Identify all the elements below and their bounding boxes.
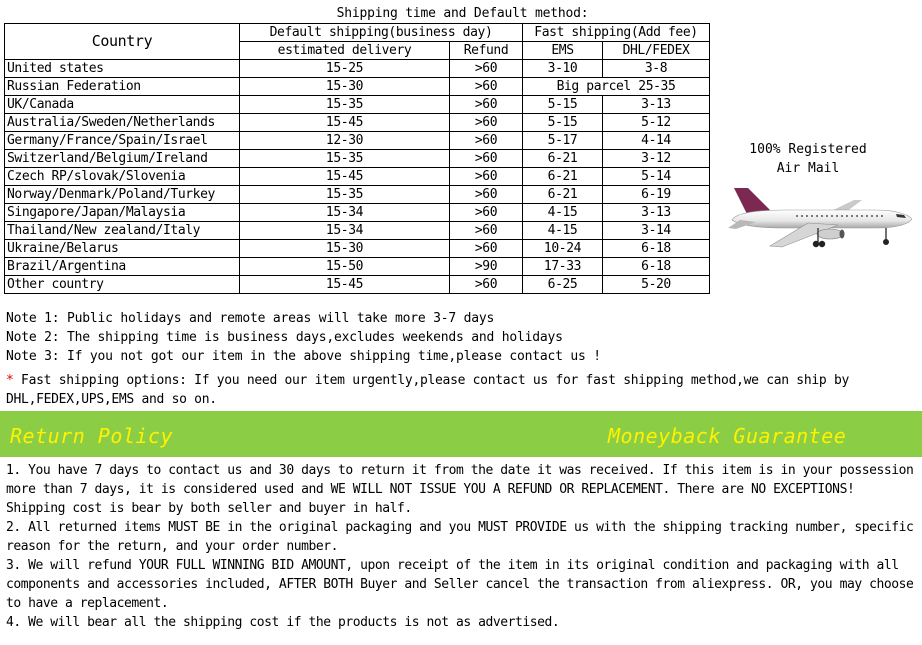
country-cell: Brazil/Argentina <box>5 258 240 276</box>
country-cell: Ukraine/Belarus <box>5 240 240 258</box>
ems-cell: 6-21 <box>523 186 603 204</box>
country-cell: Germany/France/Spain/Israel <box>5 132 240 150</box>
table-row <box>5 78 710 96</box>
table-row <box>5 186 710 204</box>
delivery-cell: 15-50 <box>240 258 450 276</box>
refund-cell: >60 <box>450 186 523 204</box>
policy-item: 4. We will bear all the shipping cost if the products is not as advertised. <box>6 615 560 630</box>
delivery-cell: 15-45 <box>240 114 450 132</box>
return-policy-banner <box>0 411 922 457</box>
country-cell: Thailand/New zealand/Italy <box>5 222 240 240</box>
refund-cell: >60 <box>450 276 523 294</box>
ems-cell: 3-10 <box>523 60 603 78</box>
table-row <box>5 168 710 186</box>
country-cell: Switzerland/Belgium/Ireland <box>5 150 240 168</box>
policy-item: 1. You have 7 days to contact us and 30 days to return it from the date it was received. If this item is in your possession more than 7 days, it is considered used and WE WILL NOT ISSUE YOU A REFUND OR REPLACEMENT. There are NO EXCEPTIONS! Shipping cost is bear by both seller and buyer in half. <box>6 463 914 516</box>
refund-cell: >60 <box>450 60 523 78</box>
default-shipping-header: Default shipping(business day) <box>240 24 523 42</box>
delivery-cell: 15-35 <box>240 150 450 168</box>
table-caption: Shipping time and Default method: <box>336 6 589 21</box>
delivery-cell: 15-30 <box>240 240 450 258</box>
ems-cell: 5-15 <box>523 114 603 132</box>
delivery-cell: 15-35 <box>240 96 450 114</box>
delivery-cell: 15-34 <box>240 204 450 222</box>
fast-shipping-header: Fast shipping(Add fee) <box>523 24 710 42</box>
country-cell: Other country <box>5 276 240 294</box>
ems-cell: 4-15 <box>523 222 603 240</box>
table-row <box>5 240 710 258</box>
dhl-cell: 5-12 <box>603 114 710 132</box>
dhl-cell: 3-13 <box>603 204 710 222</box>
dhl-cell: 4-14 <box>603 132 710 150</box>
dhl-cell: 3-14 <box>603 222 710 240</box>
table-row <box>5 276 710 294</box>
delivery-cell: 12-30 <box>240 132 450 150</box>
notes-block <box>6 309 601 366</box>
delivery-cell: 15-30 <box>240 78 450 96</box>
table-row <box>5 60 710 78</box>
country-cell: United states <box>5 60 240 78</box>
table-row <box>5 258 710 276</box>
note-item: Note 2: The shipping time is business days,excludes weekends and holidays <box>6 330 563 345</box>
ems-cell: 6-21 <box>523 168 603 186</box>
policy-item: 3. We will refund YOUR FULL WINNING BID AMOUNT, upon receipt of the item in its original condition and packaging with all components and accessories included, AFTER BOTH Buyer and Seller cancel the transaction from aliexpress. OR, you may choose to have a replacement. <box>6 558 914 611</box>
table-header-row <box>5 24 710 42</box>
dhl-fedex-header: DHL/FEDEX <box>603 42 710 60</box>
refund-header: Refund <box>450 42 523 60</box>
ems-cell: 5-17 <box>523 132 603 150</box>
delivery-cell: 15-45 <box>240 168 450 186</box>
refund-cell: >60 <box>450 222 523 240</box>
refund-cell: >60 <box>450 168 523 186</box>
country-cell: UK/Canada <box>5 96 240 114</box>
table-row <box>5 132 710 150</box>
delivery-cell: 15-35 <box>240 186 450 204</box>
refund-cell: >60 <box>450 132 523 150</box>
table-row <box>5 114 710 132</box>
note-item: Note 3: If you not got our item in the above shipping time,please contact us ! <box>6 349 601 364</box>
ems-cell: 17-33 <box>523 258 603 276</box>
dhl-cell: 6-18 <box>603 240 710 258</box>
dhl-cell: 6-18 <box>603 258 710 276</box>
country-cell: Australia/Sweden/Netherlands <box>5 114 240 132</box>
dhl-cell: 5-14 <box>603 168 710 186</box>
refund-cell: >60 <box>450 240 523 258</box>
dhl-cell: 5-20 <box>603 276 710 294</box>
note-item: Note 1: Public holidays and remote areas will take more 3-7 days <box>6 311 495 326</box>
moneyback-guarantee-title: Moneyback Guarantee <box>608 424 847 448</box>
refund-cell: >60 <box>450 150 523 168</box>
refund-cell: >60 <box>450 78 523 96</box>
ems-header: EMS <box>523 42 603 60</box>
country-cell: Singapore/Japan/Malaysia <box>5 204 240 222</box>
country-header: Country <box>5 24 240 60</box>
country-cell: Czech RP/slovak/Slovenia <box>5 168 240 186</box>
ems-cell: 10-24 <box>523 240 603 258</box>
country-cell: Norway/Denmark/Poland/Turkey <box>5 186 240 204</box>
policy-item: 2. All returned items MUST BE in the original packaging and you MUST PROVIDE us with the shipping tracking number, specific reason for the return, and your order number. <box>6 520 914 554</box>
fast-shipping-options <box>6 371 916 409</box>
ems-cell: 4-15 <box>523 204 603 222</box>
table-row <box>5 222 710 240</box>
airplane-icon <box>726 180 916 252</box>
ems-cell: 5-15 <box>523 96 603 114</box>
table-row <box>5 96 710 114</box>
refund-cell: >60 <box>450 114 523 132</box>
registered-line: 100% Registered <box>749 142 867 157</box>
dhl-cell: 3-12 <box>603 150 710 168</box>
dhl-cell: 3-13 <box>603 96 710 114</box>
dhl-cell: 6-19 <box>603 186 710 204</box>
refund-cell: >60 <box>450 96 523 114</box>
table-row <box>5 150 710 168</box>
ems-cell: 6-21 <box>523 150 603 168</box>
refund-cell: >90 <box>450 258 523 276</box>
big-parcel-cell: Big parcel 25-35 <box>523 78 710 96</box>
registered-air-mail-label <box>738 140 878 178</box>
policy-list <box>6 461 920 632</box>
estimated-delivery-header: estimated delivery <box>240 42 450 60</box>
refund-cell: >60 <box>450 204 523 222</box>
table-row <box>5 204 710 222</box>
fast-shipping-text: Fast shipping options: If you need our item urgently,please contact us for fast shipping method,we can ship by DHL,FEDEX,UPS,EMS and so on. <box>6 373 849 407</box>
delivery-cell: 15-25 <box>240 60 450 78</box>
country-cell: Russian Federation <box>5 78 240 96</box>
air-mail-line: Air Mail <box>776 161 840 176</box>
ems-cell: 6-25 <box>523 276 603 294</box>
shipping-table <box>4 23 710 294</box>
return-policy-title: Return Policy <box>10 424 174 448</box>
delivery-cell: 15-34 <box>240 222 450 240</box>
delivery-cell: 15-45 <box>240 276 450 294</box>
dhl-cell: 3-8 <box>603 60 710 78</box>
asterisk-icon: * <box>6 373 14 388</box>
